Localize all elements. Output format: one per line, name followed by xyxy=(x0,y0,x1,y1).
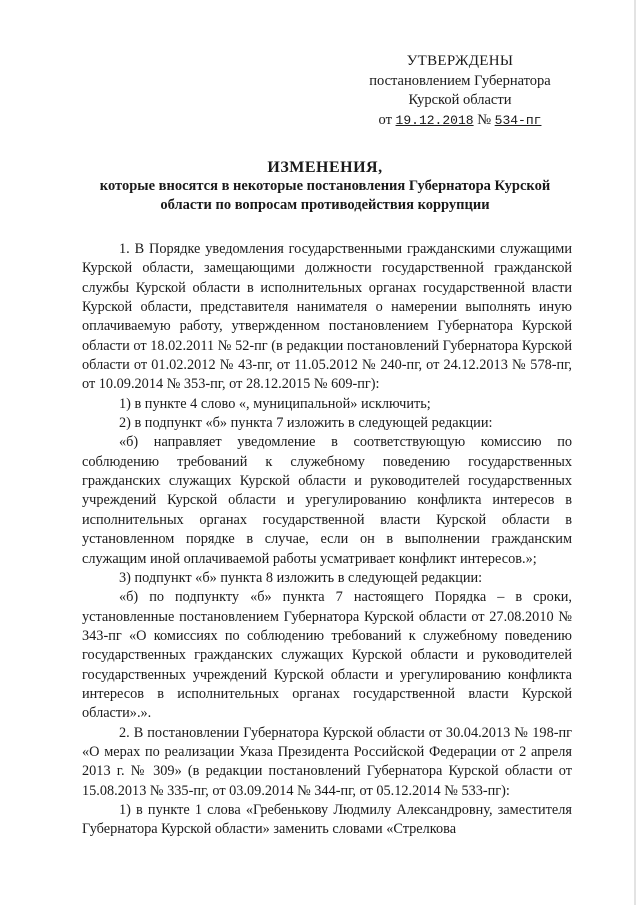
paragraph: 2. В постановлении Губернатора Курской области от 30.04.2013 № 198-пг «О мерах по реализации Указа Президента Российской Федерации от 2 апреля 2013 г. № 309» (в редакции постановлений Губернатора Курской области от 15.08.2013 № 335-пг, от 03.09.2014 № 344-пг, от 05.12.2014 № 533-пг): xyxy=(82,724,572,799)
approval-line-2: Курской области xyxy=(408,92,512,108)
scan-edge xyxy=(634,0,636,905)
title-line-1: которые вносятся в некоторые постановления Губернатора Курской xyxy=(99,178,551,194)
approval-date: 19.12.2018 xyxy=(395,112,474,128)
document-body xyxy=(82,240,572,840)
paragraph: 1. В Порядке уведомления государственными гражданскими служащими Курской области, замещающими должности государственной гражданской службы Курской области в исполнительных органах государственной власти Курской области, представителя нанимателя о намерении выполнять иную оплачиваемую работу, утвержденном постановлением Губернатора Курской области от 18.02.2011 № 52-пг (в редакции постановлений Губернатора Курской области от 01.02.2012 № 43-пг, от 11.05.2012 № 240-пг, от 24.12.2013 № 578-пг, от 10.09.2014 № 353-пг, от 28.12.2015 № 609-пг): xyxy=(82,241,572,393)
paragraph: 3) подпункт «б» пункта 8 изложить в следующей редакции: xyxy=(119,569,483,586)
approval-date-line xyxy=(340,111,580,131)
approval-number-sign: № xyxy=(477,111,492,128)
approval-prefix: от xyxy=(378,111,392,128)
document-title xyxy=(60,158,590,215)
approval-line-1: постановлением Губернатора xyxy=(369,72,551,89)
approval-heading: УТВЕРЖДЕНЫ xyxy=(406,53,514,69)
paragraph: «б) направляет уведомление в соответствующую комиссию по соблюдению требований к служебному поведению государственных гражданских служащих Курской области и руководителей государственных учреждений Курской области и урегулированию конфликта интересов в исполнительных органах государственной власти Курской области в установленном порядке в случае, если он в выполнении гражданским служащим иной оплачиваемой работы усматривает конфликт интересов.»; xyxy=(82,434,572,567)
title-line-2: области по вопросам противодействия коррупции xyxy=(160,197,490,213)
title-heading: ИЗМЕНЕНИЯ, xyxy=(267,159,383,176)
paragraph: 1) в пункте 4 слово «, муниципальной» исключить; xyxy=(119,395,431,412)
paragraph: 1) в пункте 1 слова «Гребенькову Людмилу Александровну, заместителя Губернатора Курской области» заменить словами «Стрелкова xyxy=(82,801,572,838)
paragraph: 2) в подпункт «б» пункта 7 изложить в следующей редакции: xyxy=(119,415,493,432)
approval-stamp xyxy=(340,52,580,130)
approval-number: 534-пг xyxy=(494,112,542,128)
paragraph: «б) по подпункту «б» пункта 7 настоящего Порядка – в сроки, установленные постановлением Губернатора Курской области от 27.08.2010 № 343-пг «О комиссиях по соблюдению требований к служебному поведению государственных гражданских служащих Курской области и руководителей государственных учреждений Курской области и урегулированию конфликта интересов в исполнительных органах государственной власти Курской области».». xyxy=(82,589,572,722)
